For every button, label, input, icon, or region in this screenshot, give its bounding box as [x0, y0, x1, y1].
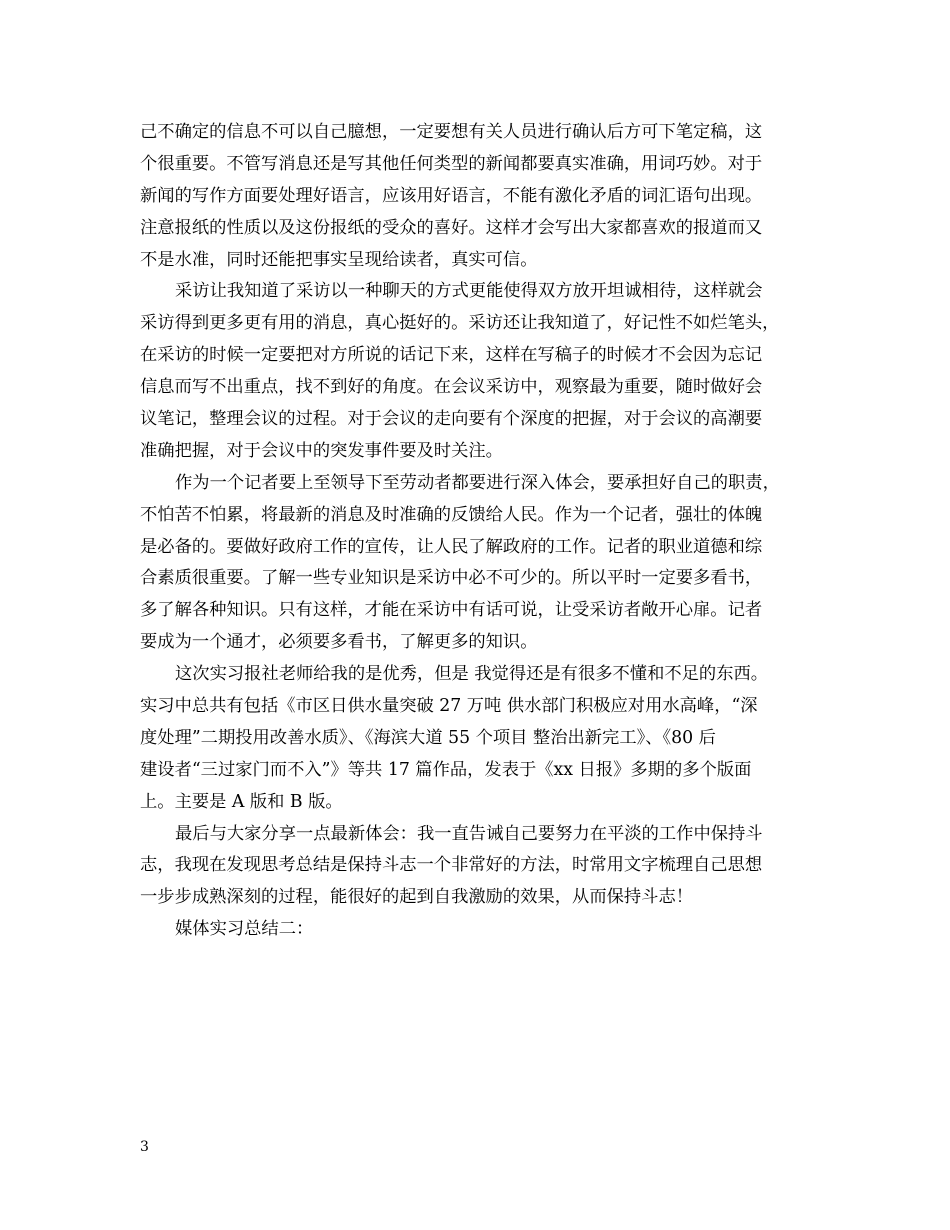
text-line: 不是水准，同时还能把事实呈现给读者，真实可信。 — [140, 249, 538, 270]
text-line: 议笔记，整理会议的过程。对于会议的走向要有个深度的把握，对于会议的高潮要 — [140, 409, 763, 430]
text-line: 度处理”二期投用改善水质》、《海滨大道 55 个项目 整治出新完工》、《80 后 — [140, 727, 716, 748]
text-line: 媒体实习总结二： — [175, 919, 314, 940]
text-line: 上。主要是 A 版和 B 版。 — [140, 791, 343, 812]
text-line: 在采访的时候一定要把对方所说的话记下来，这样在写稿子的时候才不会因为忘记 — [140, 345, 763, 366]
text-line: 个很重要。不管写消息还是写其他任何类型的新闻都要真实准确，用词巧妙。对于 — [140, 153, 763, 174]
text-line: 作为一个记者要上至领导下至劳动者都要进行深入体会，要承担好自己的职责， — [175, 472, 780, 493]
text-line: 新闻的写作方面要处理好语言，应该用好语言，不能有激化矛盾的词汇语句出现。 — [140, 185, 763, 206]
text-line: 合素质很重要。了解一些专业知识是采访中必不可少的。所以平时一定要多看书， — [140, 568, 763, 589]
document-body — [140, 117, 818, 946]
text-line: 采访让我知道了采访以一种聊天的方式更能使得双方放开坦诚相待，这样就会 — [175, 281, 763, 302]
text-line: 不怕苦不怕累，将最新的消息及时准确的反馈给人民。作为一个记者，强壮的体魄 — [140, 504, 763, 525]
text-line: 建设者“三过家门而不入”》等共 17 篇作品，发表于《xx 日报》多期的多个版面 — [140, 759, 752, 780]
text-line: 实习中总共有包括《市区日供水量突破 27 万吨 供水部门积极应对用水高峰，“深 — [140, 696, 758, 717]
page-number: 3 — [140, 1139, 149, 1155]
text-line: 准确把握，对于会议中的突发事件要及时关注。 — [140, 440, 503, 461]
text-line: 信息而写不出重点，找不到好的角度。在会议采访中，观察最为重要，随时做好会 — [140, 377, 763, 398]
text-line: 己不确定的信息不可以自己臆想，一定要想有关人员进行确认后方可下笔定稿，这 — [140, 122, 763, 142]
text-line: 注意报纸的性质以及这份报纸的受众的喜好。这样才会写出大家都喜欢的报道而又 — [140, 217, 763, 238]
text-line: 多了解各种知识。只有这样，才能在采访中有话可说，让受采访者敞开心扉。记者 — [140, 600, 763, 621]
text-line: 最后与大家分享一点最新体会：我一直告诫自己要努力在平淡的工作中保持斗 — [175, 823, 763, 844]
text-line: 这次实习报社老师给我的是优秀，但是 我觉得还是有很多不懂和不足的东西。 — [175, 664, 769, 685]
text-line: 志，我现在发现思考总结是保持斗志一个非常好的方法，时常用文字梳理自己思想 — [140, 855, 763, 876]
text-line: 一步步成熟深刻的过程，能很好的起到自我激励的效果，从而保持斗志！ — [140, 887, 694, 908]
text-line: 要成为一个通才，必须要多看书，了解更多的知识。 — [140, 632, 538, 653]
text-line: 是必备的。要做好政府工作的宣传，让人民了解政府的工作。记者的职业道德和综 — [140, 536, 763, 557]
text-line: 采访得到更多更有用的消息，真心挺好的。采访还让我知道了，好记性不如烂笔头， — [140, 313, 780, 334]
